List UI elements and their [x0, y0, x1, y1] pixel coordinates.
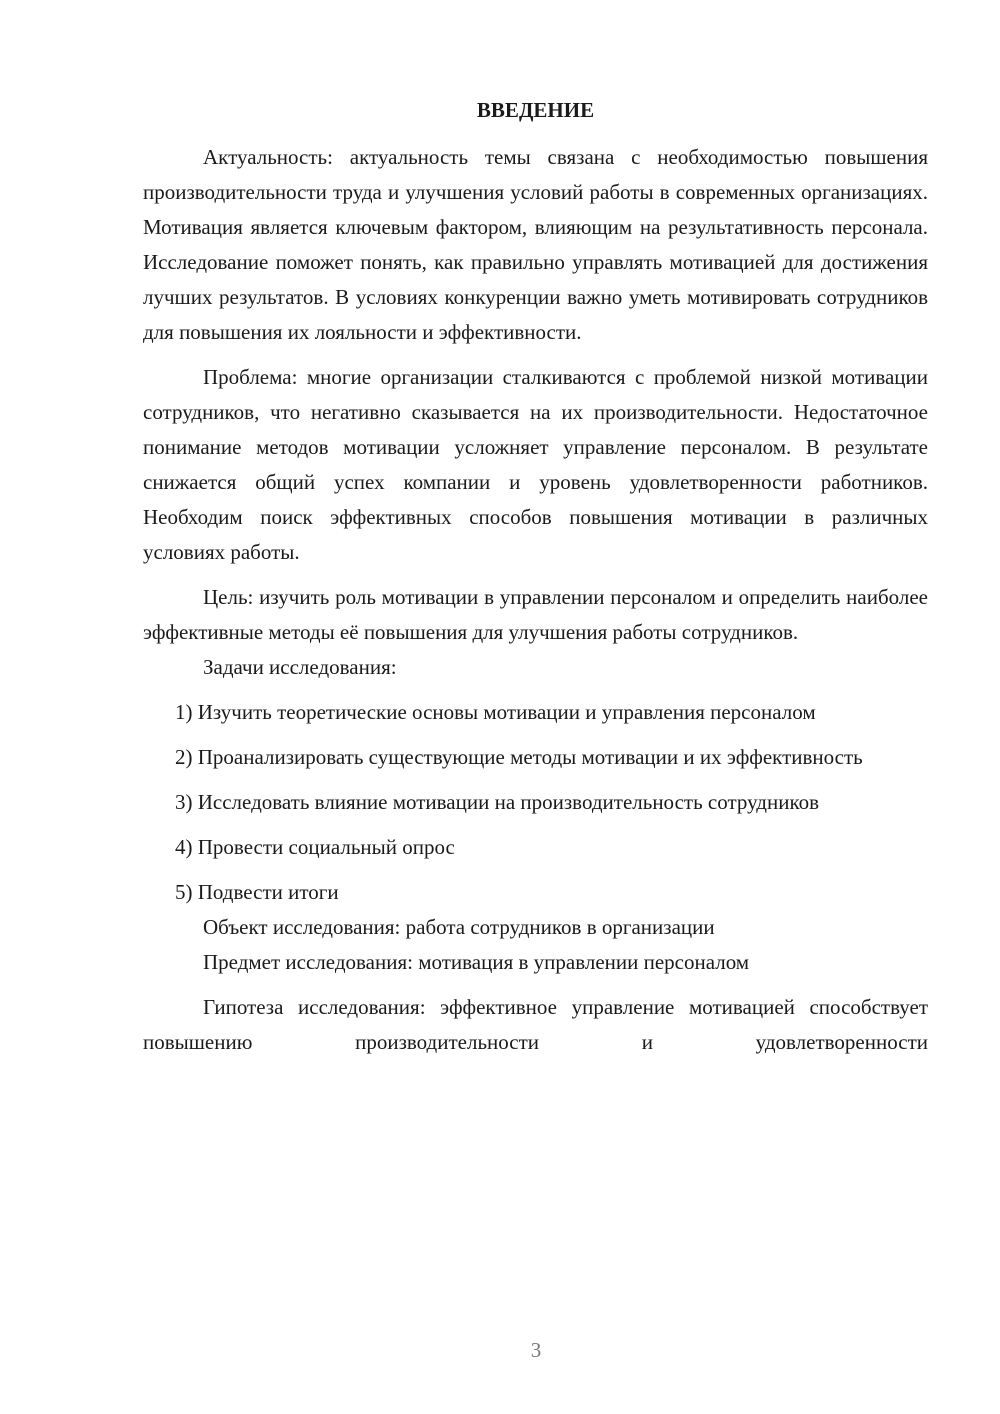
task-item-3: 3) Исследовать влияние мотивации на производительность сотрудников: [175, 790, 819, 814]
subject-paragraph: Предмет исследования: мотивация в управлении персоналом: [203, 950, 750, 974]
task-item-1: 1) Изучить теоретические основы мотивации и управления персоналом: [175, 700, 816, 724]
object-paragraph: Объект исследования: работа сотрудников в организации: [203, 915, 715, 939]
task-item-4: 4) Провести социальный опрос: [175, 835, 455, 859]
document-content: [143, 93, 928, 1060]
goal-paragraph: Цель: изучить роль мотивации в управлении персоналом и определить наиболее эффективные методы её повышения для улучшения работы сотрудников.: [143, 585, 928, 644]
hypothesis-paragraph: Гипотеза исследования: эффективное управление мотивацией способствует повышению производительности и удовлетворенности: [143, 995, 928, 1054]
relevance-paragraph: Актуальность: актуальность темы связана с необходимостью повышения производительности труда и улучшения условий работы в современных организациях. Мотивация является ключевым фактором, влияющим на результативность персонала. Исследование поможет понять, как правильно управлять мотивацией для достижения лучших результатов. В условиях конкуренции важно уметь мотивировать сотрудников для повышения их лояльности и эффективности.: [143, 145, 928, 344]
section-heading: ВВЕДЕНИЕ: [476, 98, 595, 122]
task-item-5: 5) Подвести итоги: [175, 880, 339, 904]
task-item-2: 2) Проанализировать существующие методы мотивации и их эффективность: [175, 745, 863, 769]
tasks-heading: Задачи исследования:: [203, 655, 397, 679]
problem-paragraph: Проблема: многие организации сталкиваются с проблемой низкой мотивации сотрудников, что негативно сказывается на их производительности. Недостаточное понимание методов мотивации усложняет управление персоналом. В результате снижается общий успех компании и уровень удовлетворенности работников. Необходим поиск эффективных способов повышения мотивации в различных условиях работы.: [143, 365, 928, 564]
page-number: 3: [530, 1338, 542, 1362]
